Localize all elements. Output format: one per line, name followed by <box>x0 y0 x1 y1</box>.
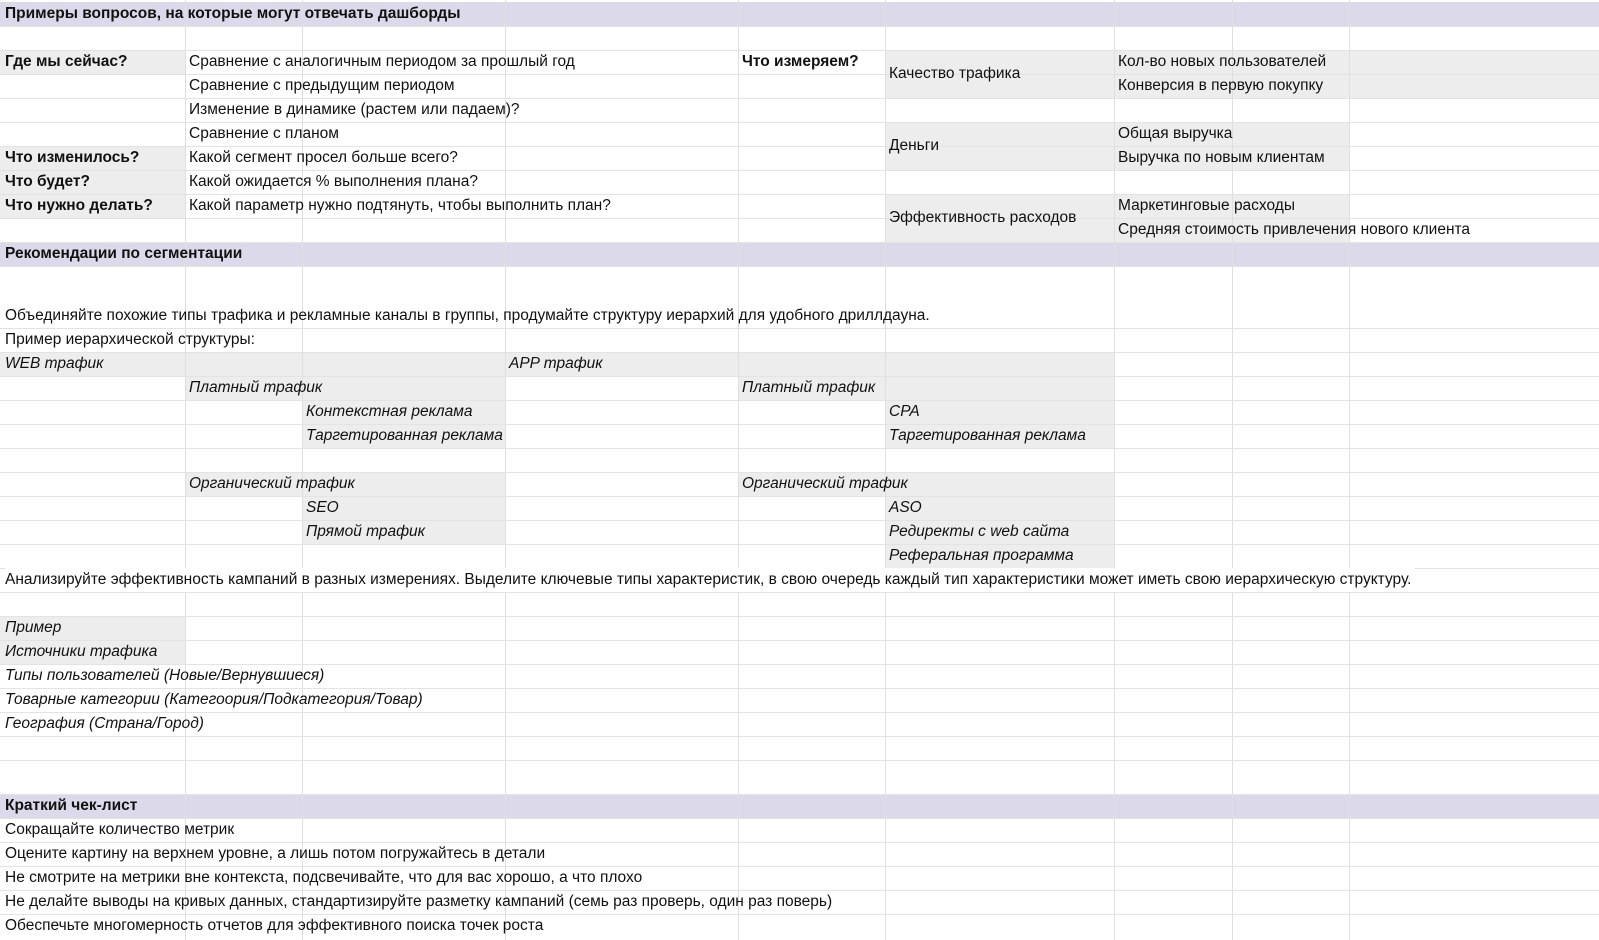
hierarchy-leaf: Прямой трафик <box>306 523 425 540</box>
hierarchy-example-label: Пример иерархической структуры: <box>5 331 255 348</box>
dimension-item: Источники трафика <box>5 643 158 660</box>
hierarchy-app-root: APP трафик <box>509 355 603 372</box>
segmentation-intro: Объединяйте похожие типы трафика и рекламные каналы в группы, продумайте структуру иерархий для удобного дриллдауна. <box>5 307 930 324</box>
hierarchy-leaf: ASO <box>889 499 922 516</box>
hierarchy-leaf: Реферальная программа <box>889 547 1074 564</box>
hierarchy-leaf: Контекстная реклама <box>306 403 473 420</box>
checklist-item: Оцените картину на верхнем уровне, а лишь потом погружайтесь в детали <box>5 845 546 862</box>
metric-item: Кол-во новых пользователей <box>1118 53 1327 70</box>
metric-group-name: Качество трафика <box>889 65 1021 82</box>
hierarchy-web-root: WEB трафик <box>5 355 104 372</box>
question-item: Сравнение с планом <box>189 125 339 142</box>
hierarchy-leaf: Таргетированная реклама <box>306 427 503 444</box>
metric-item: Конверсия в первую покупку <box>1118 77 1324 94</box>
metric-item: Выручка по новым клиентам <box>1118 149 1325 166</box>
checklist-item: Обеспечьте многомерность отчетов для эффективного поиска точек роста <box>5 917 544 934</box>
metric-item: Средняя стоимость привлечения нового клиента <box>1118 221 1471 238</box>
question-item: Какой сегмент просел больше всего? <box>189 149 458 166</box>
dimension-item: Типы пользователей (Новые/Вернувшиеся) <box>5 667 325 684</box>
question-changed: Что изменилось? <box>5 149 140 166</box>
section-title-questions: Примеры вопросов, на которые могут отвечать дашборды <box>5 5 461 22</box>
section-header-band <box>0 794 1599 818</box>
metric-group-name: Эффективность расходов <box>889 209 1077 226</box>
checklist-item: Не смотрите на метрики вне контекста, подсвечивайте, что для вас хорошо, а что плохо <box>5 869 643 886</box>
question-will: Что будет? <box>5 173 90 190</box>
analyze-text: Анализируйте эффективность кампаний в разных измерениях. Выделите ключевые типы характеристик, в свою очередь каждый тип характеристики может иметь свою иерархическую структуру. <box>5 568 1415 592</box>
checklist-item: Не делайте выводы на кривых данных, стандартизируйте разметку кампаний (семь раз проверь, один раз поверь) <box>5 893 833 910</box>
checklist-item: Сокращайте количество метрик <box>5 821 235 838</box>
section-title-checklist: Краткий чек-лист <box>5 797 138 814</box>
dimension-item: География (Страна/Город) <box>5 715 204 732</box>
dimension-item: Товарные категории (Категоория/Подкатегория/Товар) <box>5 691 423 708</box>
hierarchy-leaf: Редиректы с web сайта <box>889 523 1070 540</box>
section-title-segmentation: Рекомендации по сегментации <box>5 245 243 262</box>
metric-item: Маркетинговые расходы <box>1118 197 1295 214</box>
question-item: Какой параметр нужно подтянуть, чтобы выполнить план? <box>189 197 611 214</box>
hierarchy-web-organic: Органический трафик <box>189 475 355 492</box>
metric-group-name: Деньги <box>889 137 940 154</box>
question-item: Сравнение с предыдущим периодом <box>189 77 455 94</box>
question-item: Изменение в динамике (растем или падаем)? <box>189 101 520 118</box>
hierarchy-leaf: Таргетированная реклама <box>889 427 1086 444</box>
dimension-example-label: Пример <box>5 619 62 636</box>
hierarchy-web-paid: Платный трафик <box>189 379 323 396</box>
question-item: Сравнение с аналогичным периодом за прошлый год <box>189 53 575 70</box>
hierarchy-leaf: CPA <box>889 403 920 420</box>
question-where: Где мы сейчас? <box>5 53 128 70</box>
measure-label: Что измеряем? <box>742 53 859 70</box>
hierarchy-app-organic: Органический трафик <box>742 475 908 492</box>
metric-item: Общая выручка <box>1118 125 1233 142</box>
question-do: Что нужно делать? <box>5 197 153 214</box>
hierarchy-app-paid: Платный трафик <box>742 379 876 396</box>
question-item: Какой ожидается % выполнения плана? <box>189 173 478 190</box>
hierarchy-leaf: SEO <box>306 499 339 516</box>
